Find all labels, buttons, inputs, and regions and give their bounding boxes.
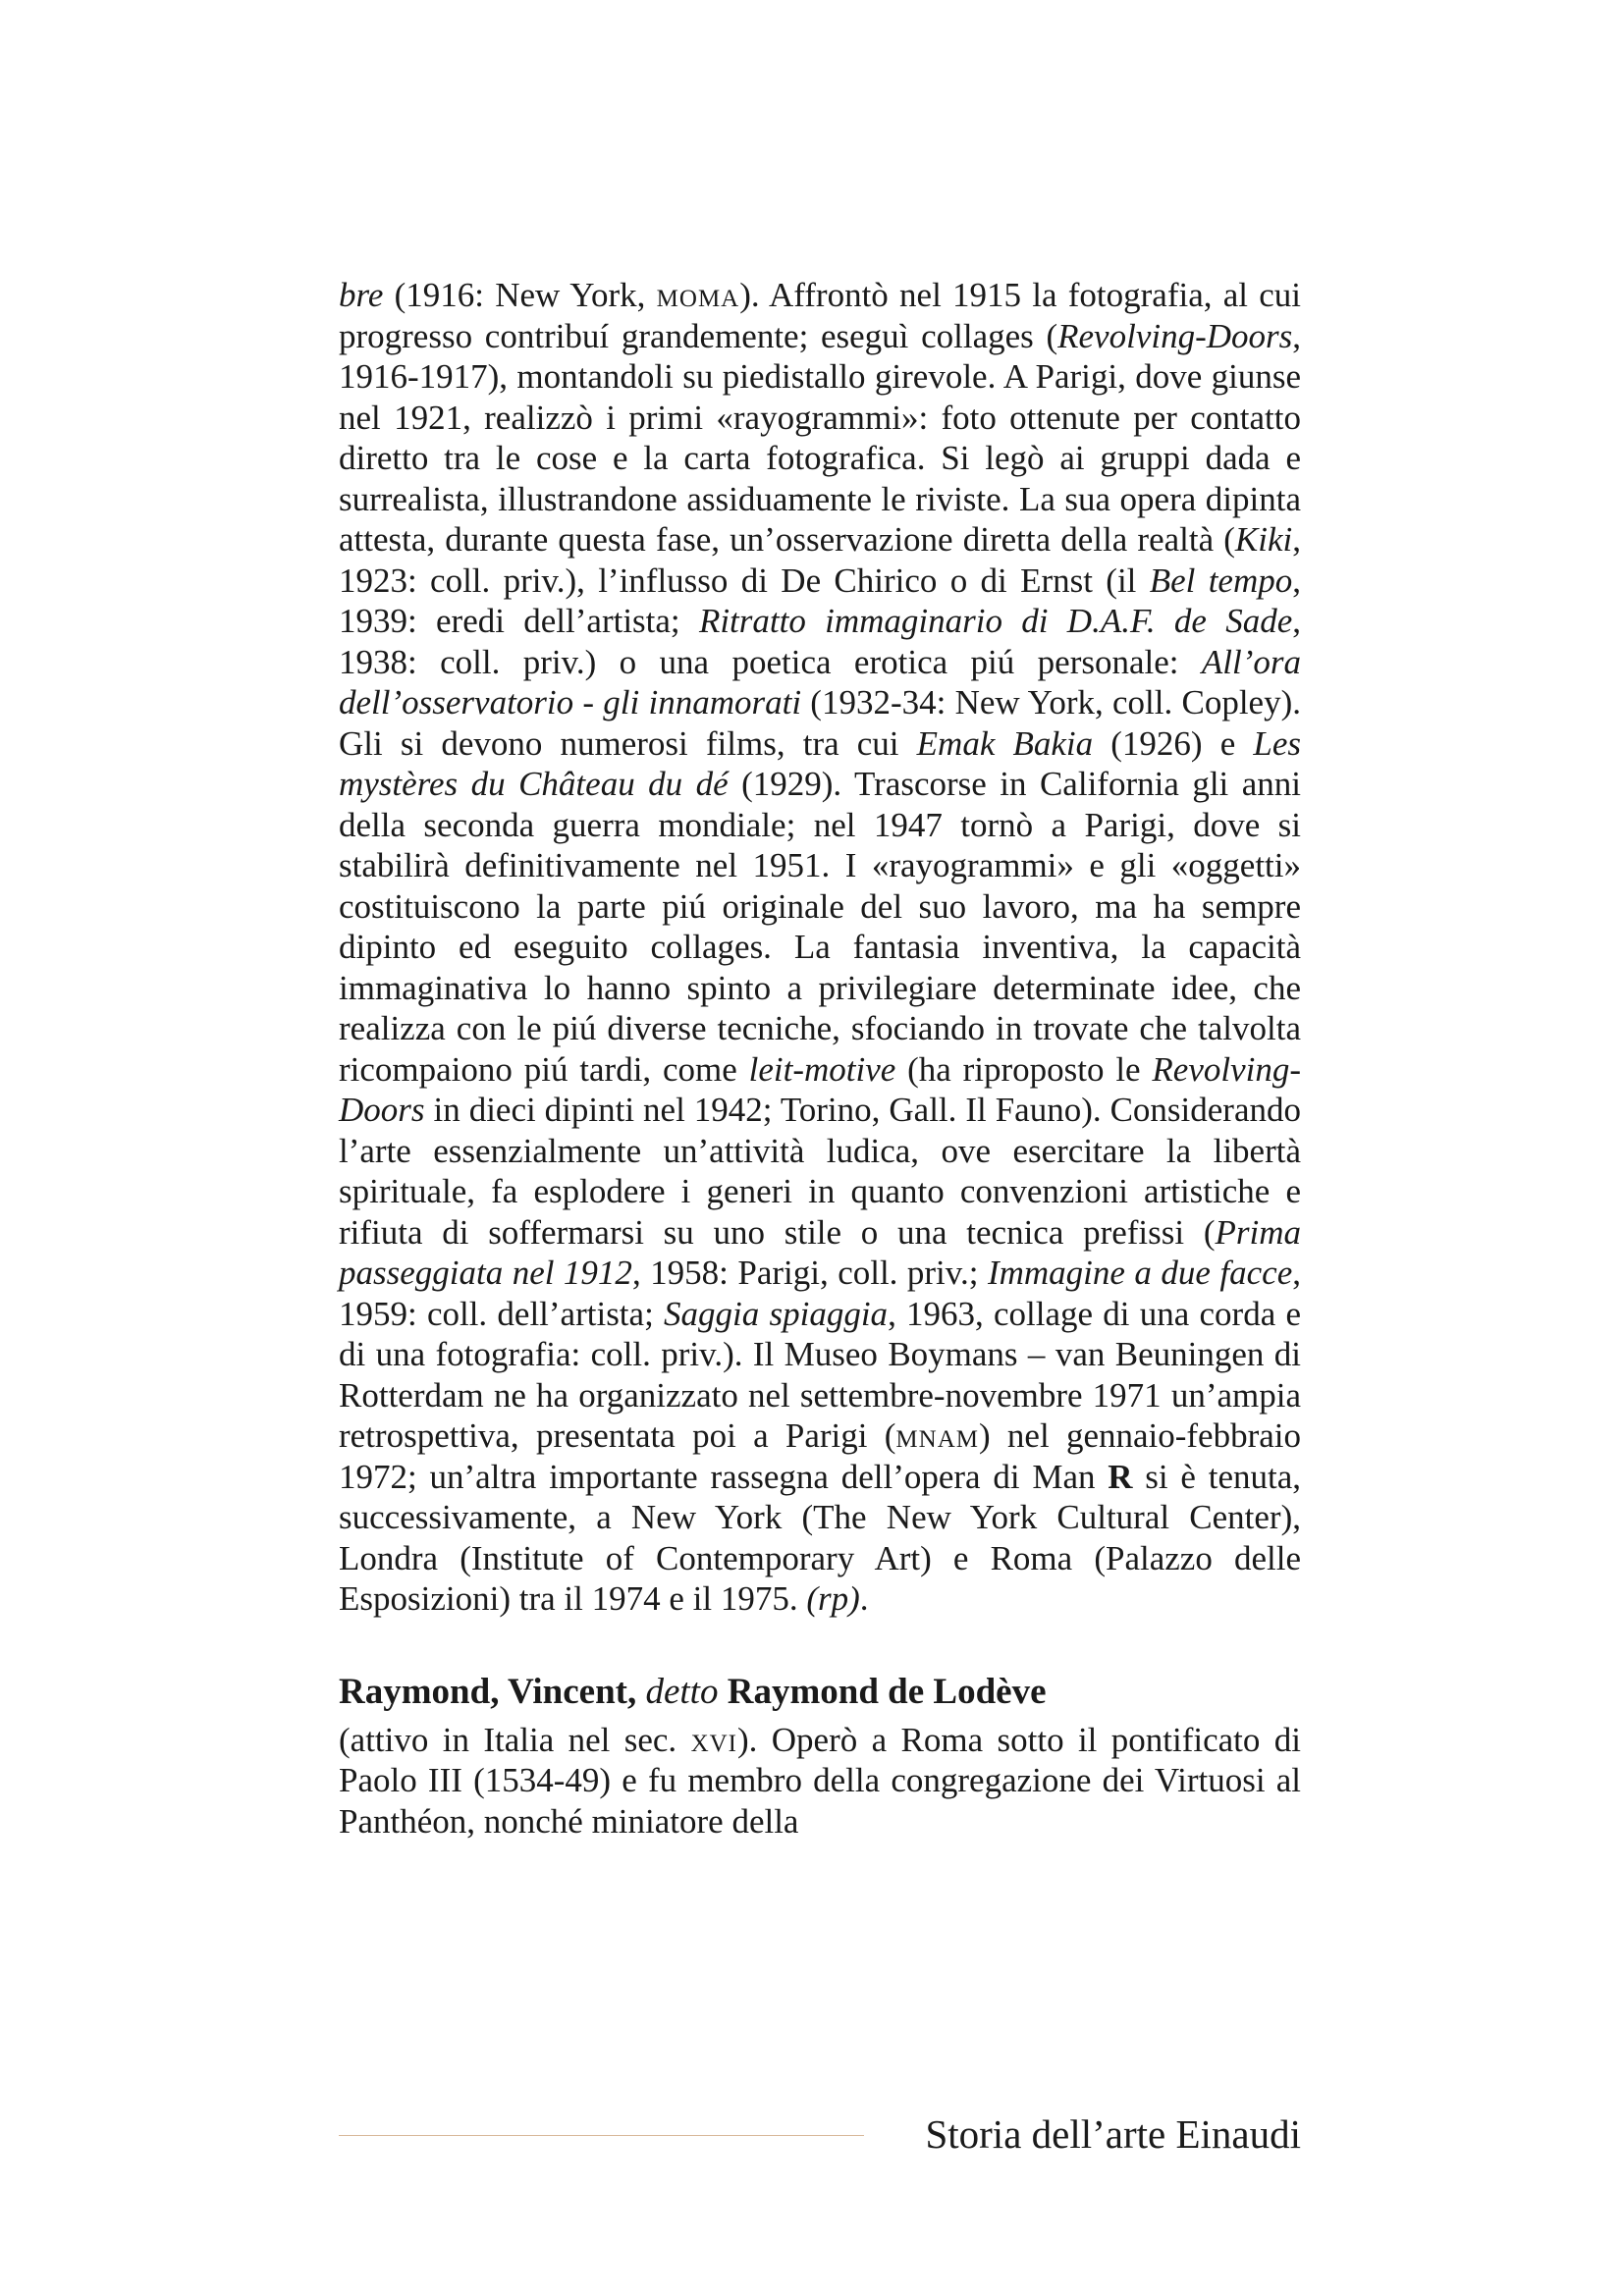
body-text: , 1923: coll. priv.), l’influsso di De Chirico o di Ernst (il — [339, 520, 1301, 600]
artwork-title: Bel tempo — [1149, 561, 1293, 600]
abbreviation-text: moma — [656, 276, 740, 314]
body-text: (1932-34: New York, coll. Copley). Gli si devono numerosi films, tra cui — [339, 683, 1301, 763]
italic-text: leit-motive — [748, 1049, 896, 1089]
abbreviation-text: mnam — [895, 1416, 979, 1455]
body-text: ) nel gennaio-febbraio 1972; un’altra importante rassegna dell’opera di Man — [339, 1416, 1302, 1496]
body-text: (ha riproposto le — [895, 1049, 1153, 1089]
body-text: (1916: New York, — [383, 276, 657, 314]
artwork-title: Kiki — [1234, 520, 1293, 559]
entry-detto: detto — [645, 1671, 719, 1712]
entry-body-paragraph — [339, 1720, 1301, 1842]
artwork-title: Revolving-Doors — [1057, 316, 1293, 355]
bold-initial: R — [1108, 1457, 1133, 1496]
artwork-title: Immagine a due facce — [987, 1254, 1293, 1292]
body-text: , 1958: Parigi, coll. priv.; — [631, 1254, 988, 1292]
italic-text: bre — [339, 276, 384, 314]
artwork-title: Saggia spiaggia — [664, 1294, 889, 1333]
entry-heading — [339, 1669, 1301, 1716]
body-text: . — [859, 1579, 869, 1618]
entry-continuation-paragraph — [339, 275, 1301, 1620]
body-text: , 1916-1917), montandoli su piedistallo girevole. A Parigi, dove giunse nel 1921, realizzò i primi «rayogrammi»: foto ottenute per contatto diretto tra le cose e la carta fotografica. Si legò ai gruppi dada e surrealista, illustrandone assiduamente le riviste. La sua opera dipinta attesta, durante questa fase, un’osservazione diretta della realtà ( — [339, 316, 1301, 559]
publication-title: Storia dell’arte Einaudi — [925, 2111, 1301, 2157]
artwork-title: Ritratto immaginario di D.A.F. de Sade — [698, 602, 1293, 640]
text-column — [339, 275, 1301, 1842]
artwork-title: Revolving-Doors — [339, 1049, 1301, 1129]
body-text: ). Affrontò nel 1915 la fotografia, al cui progresso contribuí grandemente; eseguì collages ( — [339, 276, 1301, 355]
artwork-title: Prima passeggiata nel 1912 — [339, 1212, 1301, 1292]
body-text: , 1939: eredi dell’artista; — [339, 561, 1301, 640]
film-title: Emak Bakia — [916, 723, 1094, 763]
body-text: in dieci dipinti nel 1942; Torino, Gall. Il Fauno). Considerando l’arte essenzialmente un’attività ludica, ove esercitare la libertà spirituale, fa esplodere i generi in quanto convenzioni artistiche e rifiuta di soffermarsi su uno stile o una tecnica prefissi ( — [339, 1091, 1301, 1252]
body-text: , 1959: coll. dell’artista; — [339, 1254, 1301, 1333]
century-numeral: xvi — [690, 1720, 737, 1759]
body-text: ). Operò a Roma sotto il pontificato di Paolo III (1534-49) e fu membro della congregazione dei Virtuosi al Panthéon, nonché miniatore della — [339, 1720, 1301, 1841]
artwork-title: All’ora dell’osservatorio - gli innamorati — [339, 642, 1301, 721]
entry-alias: Raymond de Lodève — [727, 1671, 1047, 1712]
body-text: (1929). Trascorse in California gli anni della seconda guerra mondiale; nel 1947 tornò a Parigi, dove si stabilirà definitivamente nel 1951. I «rayogrammi» e gli «oggetti» costituiscono la parte piú originale del suo lavoro, ma ha sempre dipinto ed eseguito collages. La fantasia inventiva, la capacità immaginativa lo hanno spinto a privilegiare determinate idee, che realizza con le piú diverse tecniche, sfociando in trovate che talvolta ricompaiono piú tardi, come — [339, 765, 1301, 1089]
body-text: (1926) e — [1093, 723, 1254, 763]
body-text: , 1963, collage di una corda e di una fotografia: coll. priv.). Il Museo Boymans – van Beuningen di Rotterdam ne ha organizzato nel settembre-novembre 1971 un’ampia retrospettiva, presentata poi a Parigi ( — [339, 1294, 1302, 1455]
footer-divider — [339, 2135, 864, 2136]
body-text: si è tenuta, successivamente, a New York (The New York Cultural Center), Londra (Institute of Contemporary Art) e Roma (Palazzo delle Esposizioni) tra il 1974 e il 1975. — [339, 1457, 1301, 1618]
body-text: (attivo in Italia nel sec. — [339, 1720, 691, 1759]
body-text: , 1938: coll. priv.) o una poetica erotica piú personale: — [339, 602, 1301, 681]
film-title: Les mystères du Château du dé — [339, 723, 1302, 803]
entry-name: Raymond, Vincent, — [339, 1671, 637, 1712]
author-initials: (rp) — [806, 1579, 860, 1618]
